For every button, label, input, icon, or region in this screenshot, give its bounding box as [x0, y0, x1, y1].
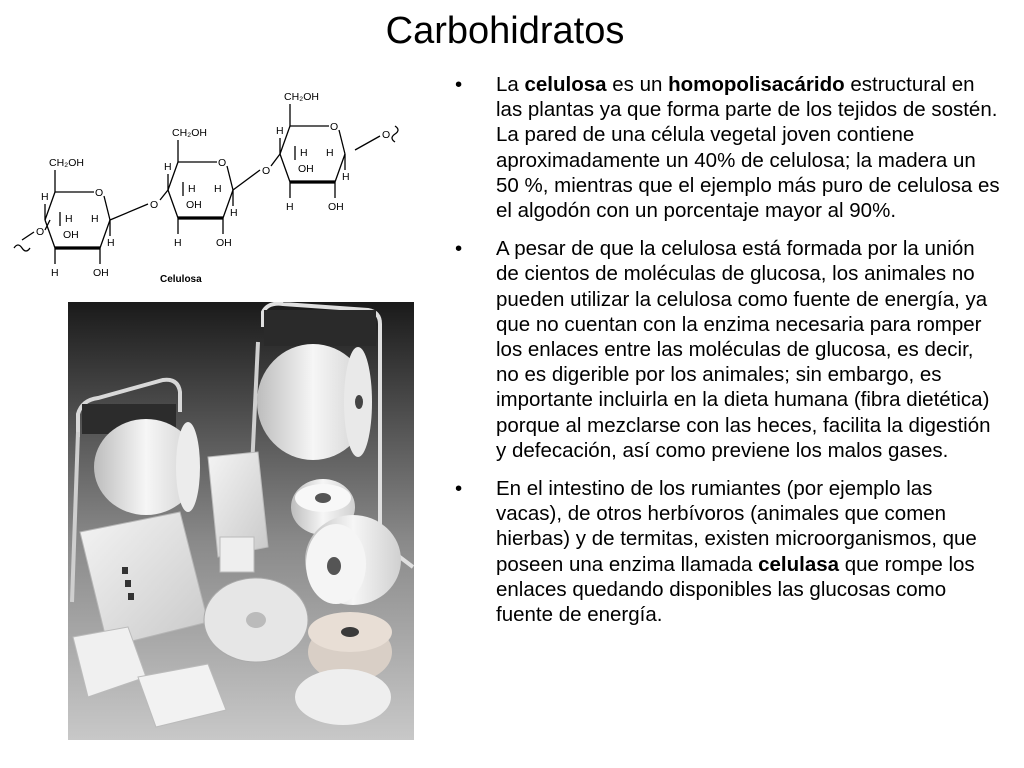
- bullet-text: que rompe los enlaces quedando disponibles las glucosas como fuente de energía.: [496, 552, 975, 627]
- glycosidic-oxygen-label: O: [150, 199, 159, 211]
- bullet-marker: •: [455, 237, 463, 261]
- bullet-marker: •: [455, 477, 463, 501]
- bullet-item: [455, 476, 1000, 627]
- bond-line: [22, 232, 34, 240]
- bullet-item: [455, 72, 1000, 223]
- hydroxyl-label: OH: [328, 201, 344, 213]
- bond-line: [168, 190, 178, 218]
- slide-title: Carbohidratos: [385, 10, 625, 52]
- hydroxyl-label: OH: [298, 163, 314, 175]
- bond-line: [233, 170, 260, 190]
- bullet-bold-term: homopolisacárido: [668, 73, 845, 96]
- hydrogen-label: H: [51, 267, 59, 279]
- hydroxyl-label: OH: [63, 229, 79, 241]
- bullet-text: A pesar de que la celulosa está formada por la unión de cientos de moléculas de glucosa, los animales no pueden utilizar la celulosa como fuente de energía, ya que no cuentan con la enzima necesaria para romper los enlaces entre las moléculas de glucosa, es decir, no es digerible por los animales; sin embargo, es importante incluirla en la dieta humana (fibra dietética) porque al mezclarse con las heces, facilita la digestión y defecación, así como previene los malos gases.: [496, 237, 991, 462]
- bullet-text: En el intestino de los rumiantes (por ejemplo las vacas), de otros herbívoros (animales que comen hierbas) y de termitas, existen microorganismos, que poseen una enzima llamada: [496, 477, 977, 576]
- structure-caption: Celulosa: [160, 274, 202, 285]
- ch2oh-label: CH₂OH: [172, 127, 207, 139]
- bullet-text: La: [496, 73, 525, 96]
- bond-line: [104, 196, 110, 220]
- chain-continuation-wave: [392, 126, 398, 142]
- end-oxygen-label: O: [382, 129, 391, 141]
- hydrogen-label: H: [286, 201, 294, 213]
- ch2oh-label: CH₂OH: [49, 157, 84, 169]
- cellulose-structure-diagram: [0, 70, 440, 290]
- bullet-text: es un: [606, 73, 669, 96]
- bullet-item: [455, 236, 1000, 463]
- hydrogen-label: H: [326, 147, 334, 159]
- hydrogen-label: H: [164, 161, 172, 173]
- hydrogen-label: H: [107, 237, 115, 249]
- bullet-text: estructural en las plantas ya que forma parte de los tejidos de sostén. La pared de una célula vegetal joven contiene aproximadamente un 40% de celulosa; la madera un 50 %, mientras que el ejemplo más puro de celulosa es el algodón con un porcentaje mayor al 90%.: [496, 73, 1000, 223]
- hydrogen-label: H: [65, 213, 73, 225]
- ch2oh-label: CH₂OH: [284, 91, 319, 103]
- hydrogen-label: H: [174, 237, 182, 249]
- ring-oxygen-label: O: [95, 187, 104, 199]
- chain-continuation-wave: [14, 245, 30, 251]
- bullet-bold-term: celulosa: [524, 73, 607, 96]
- bond-line: [110, 204, 148, 220]
- hydrogen-label: H: [41, 191, 49, 203]
- hydrogen-label: H: [230, 207, 238, 219]
- end-oxygen-label: O: [36, 226, 45, 238]
- hydrogen-label: H: [276, 125, 284, 137]
- bond-line: [339, 130, 345, 154]
- bond-line: [45, 220, 55, 248]
- paper-products-photo: [68, 302, 414, 740]
- hydrogen-label: H: [342, 171, 350, 183]
- hydroxyl-label: OH: [93, 267, 109, 279]
- bond-line: [280, 154, 290, 182]
- hydrogen-label: H: [91, 213, 99, 225]
- bond-line: [271, 154, 280, 166]
- ring-oxygen-label: O: [218, 157, 227, 169]
- hydrogen-label: H: [188, 183, 196, 195]
- glycosidic-oxygen-label: O: [262, 165, 271, 177]
- bullet-bold-term: celulasa: [758, 552, 840, 576]
- hydroxyl-label: OH: [216, 237, 232, 249]
- ring-oxygen-label: O: [330, 121, 339, 133]
- bond-line: [160, 190, 168, 200]
- hydrogen-label: H: [300, 147, 308, 159]
- bullet-list: [455, 72, 1000, 640]
- hydrogen-label: H: [214, 183, 222, 195]
- bullet-marker: •: [455, 73, 463, 96]
- bond-line: [355, 136, 380, 150]
- bond-line: [227, 166, 233, 190]
- hydroxyl-label: OH: [186, 199, 202, 211]
